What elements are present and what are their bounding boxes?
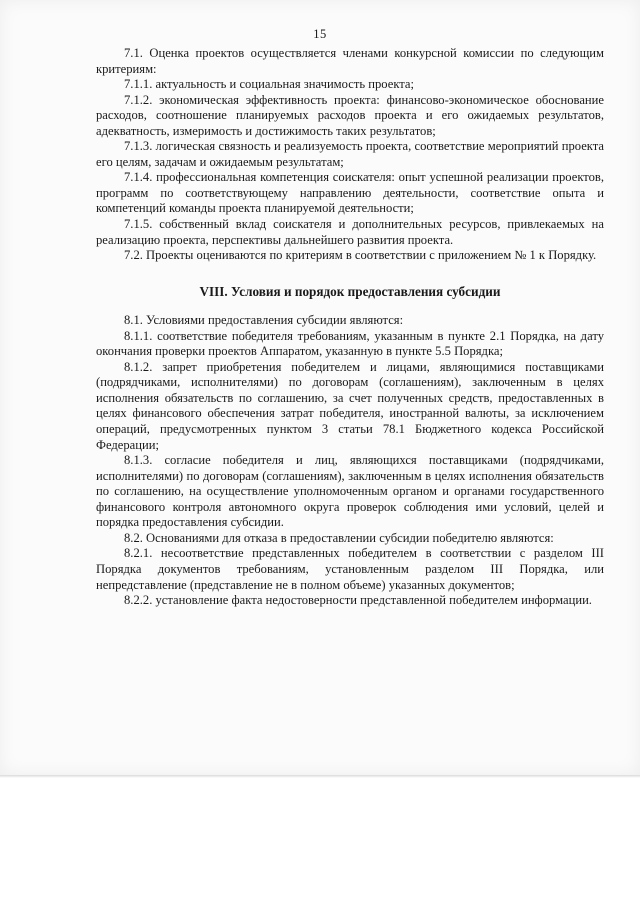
document-body bbox=[96, 46, 604, 609]
paragraph-7-1-2: 7.1.2. экономическая эффективность проекта: финансово-экономическое обоснование расходов, соотношение планируемых расходов проекта и его ожидаемых результатов, адекватность, измеримость и достижимость таких результатов; bbox=[96, 92, 604, 138]
scan-edge bbox=[0, 775, 640, 778]
paragraph-8-2-2: 8.2.2. установление факта недостоверности представленной победителем информации. bbox=[124, 593, 592, 608]
paragraph-8-2: 8.2. Основаниями для отказа в предоставлении субсидии победителю являются: bbox=[124, 530, 554, 545]
paragraph-7-1: 7.1. Оценка проектов осуществляется членами конкурсной комиссии по следующим критериям: bbox=[96, 46, 604, 76]
paragraph-7-2: 7.2. Проекты оцениваются по критериям в соответствии с приложением № 1 к Порядку. bbox=[124, 248, 597, 263]
paragraph-8-1-1: 8.1.1. соответствие победителя требованиям, указанным в пункте 2.1 Порядка, на дату окончания проверки проектов Аппаратом, указанную в пункте 5.5 Порядка; bbox=[96, 328, 604, 359]
paragraph-8-2-1: 8.2.1. несоответствие представленных победителем в соответствии с разделом III Порядка документов требованиям, установленным разделом III Порядка, или непредставление (представление не в полном объеме) указанных документов; bbox=[96, 546, 604, 592]
page-number: 15 bbox=[313, 27, 327, 41]
paragraph-7-1-1: 7.1.1. актуальность и социальная значимость проекта; bbox=[124, 77, 415, 92]
paragraph-8-1-2: 8.1.2. запрет приобретения победителем и лицами, являющимися поставщиками (подрядчиками, исполнителями) по договорам (соглашениям), заключенным в целях исполнения обязательств по соглашению, за счет полученных средств, предоставленных в целях финансового обеспечения затрат победителя, иностранной валюты, за исключением операций, предусмотренных пунктом 3 статьи 78.1 Бюджетного кодекса Российской Федерации; bbox=[96, 359, 604, 452]
paragraph-8-1-3: 8.1.3. согласие победителя и лиц, являющихся поставщиками (подрядчиками, исполнителями) по договорам (соглашениям), заключенным в целях исполнения обязательств по соглашению, на осуществление уполномоченным органом и органами государственного финансового контроля автономного округа проверок соблюдения ими условий, целей и порядка предоставления субсидии. bbox=[96, 453, 604, 530]
paragraph-8-1: 8.1. Условиями предоставления субсидии являются: bbox=[124, 313, 404, 328]
section-heading: VIII. Условия и порядок предоставления субсидии bbox=[199, 283, 501, 299]
paragraph-7-1-3: 7.1.3. логическая связность и реализуемость проекта, соответствие мероприятий проекта его целям, задачам и ожидаемым результатам; bbox=[96, 139, 604, 169]
paragraph-7-1-4: 7.1.4. профессиональная компетенция соискателя: опыт успешной реализации проектов, программ по соответствующему направлению деятельности, соответствие опыта и компетенций команды проекта планируемой деятельности; bbox=[96, 170, 604, 216]
paragraph-7-1-5: 7.1.5. собственный вклад соискателя и дополнительных ресурсов, привлекаемых на реализацию проекта, перспективы дальнейшего развития проекта. bbox=[96, 217, 604, 247]
